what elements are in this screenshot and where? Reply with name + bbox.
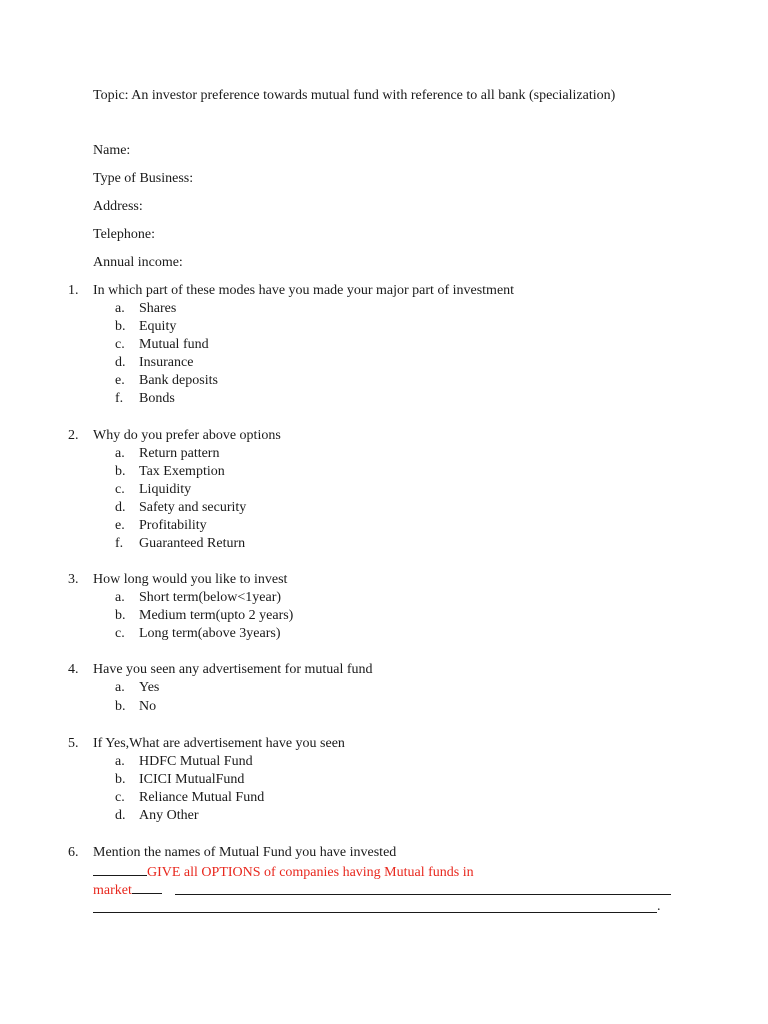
option-letter: a. <box>115 590 125 605</box>
option-letter: f. <box>115 536 124 551</box>
option-letter: e. <box>115 518 125 533</box>
field-income-label: Annual income: <box>93 255 183 270</box>
option-text: Return pattern <box>139 446 220 461</box>
option-text: Medium term(upto 2 years) <box>139 608 294 623</box>
field-telephone-label: Telephone: <box>93 227 155 242</box>
option-text: Equity <box>139 319 177 334</box>
option-letter: a. <box>115 754 125 769</box>
option-text: ICICI MutualFund <box>139 772 245 787</box>
answer-note-text: GIVE all OPTIONS of companies having Mutual funds in <box>147 865 474 880</box>
option-text: Profitability <box>139 518 207 533</box>
option-text: Short term(below<1year) <box>139 590 282 605</box>
option-letter: d. <box>115 500 126 515</box>
option-letter: e. <box>115 373 125 388</box>
answer-note-market: market <box>93 883 132 898</box>
option-letter: f. <box>115 391 124 406</box>
question-number: 3. <box>68 572 79 587</box>
question-text: If Yes,What are advertisement have you seen <box>93 736 345 751</box>
option-text: Shares <box>139 301 177 316</box>
field-address-label: Address: <box>93 199 143 214</box>
option-text: Safety and security <box>139 500 247 515</box>
question-text: Mention the names of Mutual Fund you have invested <box>93 845 397 860</box>
question-text: How long would you like to invest <box>93 572 288 587</box>
option-text: Bonds <box>139 391 175 406</box>
question-number: 4. <box>68 662 79 677</box>
option-letter: a. <box>115 301 125 316</box>
question-number: 6. <box>68 845 79 860</box>
question-number: 5. <box>68 736 79 751</box>
option-text: HDFC Mutual Fund <box>139 754 253 769</box>
option-letter: d. <box>115 355 126 370</box>
question-text: In which part of these modes have you made your major part of investment <box>93 283 515 298</box>
topic-heading: Topic: An investor preference towards mutual fund with reference to all bank (specialization) <box>93 88 616 103</box>
option-letter: a. <box>115 680 125 695</box>
answer-note-line <box>93 880 162 900</box>
question-number: 1. <box>68 283 79 298</box>
option-text: No <box>139 699 157 714</box>
option-text: Insurance <box>139 355 194 370</box>
option-letter: d. <box>115 808 126 823</box>
answer-blank-line <box>175 894 671 895</box>
option-text: Guaranteed Return <box>139 536 246 551</box>
option-letter: b. <box>115 699 126 714</box>
question-text: Why do you prefer above options <box>93 428 281 443</box>
answer-blank <box>93 862 147 876</box>
answer-blank-line <box>93 912 657 913</box>
option-letter: c. <box>115 790 125 805</box>
option-text: Bank deposits <box>139 373 218 388</box>
answer-note-line <box>93 862 474 882</box>
option-letter: b. <box>115 319 126 334</box>
option-letter: c. <box>115 337 125 352</box>
option-letter: a. <box>115 446 125 461</box>
field-business-label: Type of Business: <box>93 171 194 186</box>
option-text: Reliance Mutual Fund <box>139 790 265 805</box>
field-name-label: Name: <box>93 143 131 158</box>
option-text: Any Other <box>139 808 199 823</box>
option-letter: b. <box>115 772 126 787</box>
option-text: Mutual fund <box>139 337 209 352</box>
answer-blank <box>132 880 162 894</box>
option-text: Long term(above 3years) <box>139 626 281 641</box>
option-letter: b. <box>115 464 126 479</box>
option-text: Liquidity <box>139 482 192 497</box>
option-letter: c. <box>115 482 125 497</box>
question-number: 2. <box>68 428 79 443</box>
question-text: Have you seen any advertisement for mutual fund <box>93 662 373 677</box>
option-text: Yes <box>139 680 160 695</box>
option-letter: b. <box>115 608 126 623</box>
option-letter: c. <box>115 626 125 641</box>
answer-end-mark: . <box>657 899 661 914</box>
option-text: Tax Exemption <box>139 464 225 479</box>
